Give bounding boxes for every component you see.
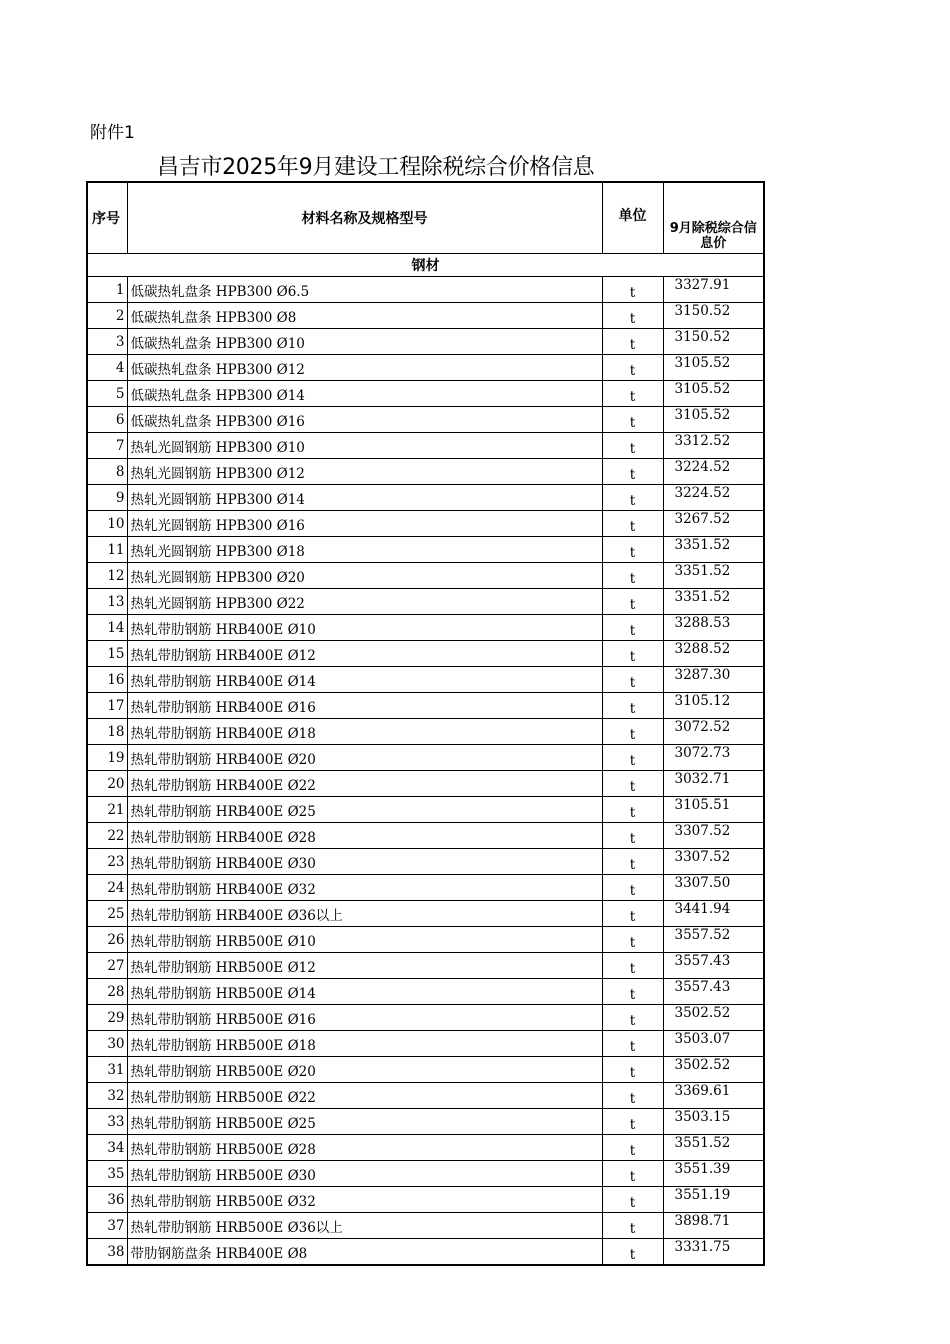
- price-cell: 3312.52: [663, 433, 764, 459]
- price-cell: 3072.73: [663, 745, 764, 771]
- row-number: 13: [87, 589, 127, 615]
- row-number: 30: [87, 1031, 127, 1057]
- row-number: 20: [87, 771, 127, 797]
- attachment-label: 附件1: [90, 123, 135, 143]
- unit-cell: t: [602, 927, 663, 953]
- material-name: 热轧带肋钢筋 HRB500E Ø20: [127, 1057, 602, 1083]
- price-cell: 3557.52: [663, 927, 764, 953]
- unit-cell: t: [602, 1109, 663, 1135]
- row-number: 7: [87, 433, 127, 459]
- table-row: [87, 953, 764, 979]
- table-row: [87, 459, 764, 485]
- table-row: [87, 485, 764, 511]
- row-number: 12: [87, 563, 127, 589]
- price-cell: 3351.52: [663, 589, 764, 615]
- material-name: 热轧带肋钢筋 HRB400E Ø22: [127, 771, 602, 797]
- price-cell: 3369.61: [663, 1083, 764, 1109]
- table-row: [87, 823, 764, 849]
- price-cell: 3105.52: [663, 407, 764, 433]
- row-number: 14: [87, 615, 127, 641]
- table-row: [87, 1213, 764, 1239]
- table-row: [87, 1187, 764, 1213]
- row-number: 34: [87, 1135, 127, 1161]
- table-row: [87, 641, 764, 667]
- material-name: 热轧带肋钢筋 HRB500E Ø22: [127, 1083, 602, 1109]
- price-cell: 3898.71: [663, 1213, 764, 1239]
- row-number: 10: [87, 511, 127, 537]
- price-cell: 3307.52: [663, 823, 764, 849]
- price-cell: 3105.12: [663, 693, 764, 719]
- header-unit: 单位: [602, 182, 663, 254]
- table-row: [87, 1005, 764, 1031]
- unit-cell: t: [602, 901, 663, 927]
- unit-cell: t: [602, 459, 663, 485]
- material-name: 热轧光圆钢筋 HPB300 Ø20: [127, 563, 602, 589]
- unit-cell: t: [602, 745, 663, 771]
- unit-cell: t: [602, 615, 663, 641]
- row-number: 21: [87, 797, 127, 823]
- material-name: 低碳热轧盘条 HPB300 Ø12: [127, 355, 602, 381]
- material-name: 热轧带肋钢筋 HRB500E Ø18: [127, 1031, 602, 1057]
- material-name: 热轧光圆钢筋 HPB300 Ø12: [127, 459, 602, 485]
- material-name: 热轧带肋钢筋 HRB500E Ø36以上: [127, 1213, 602, 1239]
- material-name: 热轧带肋钢筋 HRB400E Ø32: [127, 875, 602, 901]
- unit-cell: t: [602, 537, 663, 563]
- unit-cell: t: [602, 875, 663, 901]
- row-number: 11: [87, 537, 127, 563]
- table-row: [87, 1057, 764, 1083]
- table-row: [87, 875, 764, 901]
- unit-cell: t: [602, 771, 663, 797]
- price-cell: 3503.15: [663, 1109, 764, 1135]
- table-row: [87, 901, 764, 927]
- unit-cell: t: [602, 407, 663, 433]
- table-row: [87, 537, 764, 563]
- row-number: 24: [87, 875, 127, 901]
- unit-cell: t: [602, 433, 663, 459]
- header-name: 材料名称及规格型号: [127, 182, 602, 254]
- material-name: 带肋钢筋盘条 HRB400E Ø8: [127, 1239, 602, 1266]
- material-name: 低碳热轧盘条 HPB300 Ø8: [127, 303, 602, 329]
- material-name: 热轧光圆钢筋 HPB300 Ø14: [127, 485, 602, 511]
- material-name: 热轧带肋钢筋 HRB400E Ø12: [127, 641, 602, 667]
- unit-cell: t: [602, 563, 663, 589]
- price-cell: 3105.52: [663, 355, 764, 381]
- table-row: [87, 693, 764, 719]
- material-name: 热轧带肋钢筋 HRB500E Ø25: [127, 1109, 602, 1135]
- material-name: 热轧光圆钢筋 HPB300 Ø22: [127, 589, 602, 615]
- row-number: 17: [87, 693, 127, 719]
- page-title: 昌吉市2025年9月建设工程除税综合价格信息: [157, 155, 595, 180]
- material-name: 热轧带肋钢筋 HRB500E Ø16: [127, 1005, 602, 1031]
- row-number: 27: [87, 953, 127, 979]
- table-row: [87, 667, 764, 693]
- price-cell: 3288.53: [663, 615, 764, 641]
- price-cell: 3441.94: [663, 901, 764, 927]
- price-cell: 3327.91: [663, 277, 764, 303]
- row-number: 35: [87, 1161, 127, 1187]
- material-name: 低碳热轧盘条 HPB300 Ø10: [127, 329, 602, 355]
- table-row: [87, 719, 764, 745]
- unit-cell: t: [602, 355, 663, 381]
- price-cell: 3551.52: [663, 1135, 764, 1161]
- material-name: 热轧带肋钢筋 HRB400E Ø28: [127, 823, 602, 849]
- unit-cell: t: [602, 823, 663, 849]
- unit-cell: t: [602, 953, 663, 979]
- row-number: 22: [87, 823, 127, 849]
- table-row: [87, 615, 764, 641]
- material-name: 热轧带肋钢筋 HRB500E Ø14: [127, 979, 602, 1005]
- price-cell: 3557.43: [663, 953, 764, 979]
- row-number: 31: [87, 1057, 127, 1083]
- table-row: [87, 927, 764, 953]
- table-row: [87, 329, 764, 355]
- material-name: 热轧带肋钢筋 HRB400E Ø30: [127, 849, 602, 875]
- price-cell: 3351.52: [663, 537, 764, 563]
- row-number: 29: [87, 1005, 127, 1031]
- unit-cell: t: [602, 1187, 663, 1213]
- row-number: 2: [87, 303, 127, 329]
- price-cell: 3150.52: [663, 329, 764, 355]
- price-cell: 3307.50: [663, 875, 764, 901]
- table-row: [87, 303, 764, 329]
- material-name: 热轧带肋钢筋 HRB400E Ø10: [127, 615, 602, 641]
- row-number: 18: [87, 719, 127, 745]
- table-row: [87, 745, 764, 771]
- table-row: [87, 355, 764, 381]
- row-number: 38: [87, 1239, 127, 1266]
- unit-cell: t: [602, 303, 663, 329]
- material-name: 热轧光圆钢筋 HPB300 Ø16: [127, 511, 602, 537]
- unit-cell: t: [602, 485, 663, 511]
- price-cell: 3351.52: [663, 563, 764, 589]
- unit-cell: t: [602, 329, 663, 355]
- unit-cell: t: [602, 1031, 663, 1057]
- header-row: [87, 182, 764, 254]
- material-name: 低碳热轧盘条 HPB300 Ø6.5: [127, 277, 602, 303]
- table-row: [87, 1031, 764, 1057]
- table-row: [87, 1083, 764, 1109]
- material-name: 低碳热轧盘条 HPB300 Ø14: [127, 381, 602, 407]
- price-cell: 3331.75: [663, 1239, 764, 1266]
- price-cell: 3224.52: [663, 459, 764, 485]
- price-cell: 3288.52: [663, 641, 764, 667]
- price-cell: 3502.52: [663, 1057, 764, 1083]
- price-cell: 3287.30: [663, 667, 764, 693]
- unit-cell: t: [602, 641, 663, 667]
- unit-cell: t: [602, 1005, 663, 1031]
- table-row: [87, 1239, 764, 1266]
- table-row: [87, 407, 764, 433]
- price-cell: 3105.52: [663, 381, 764, 407]
- material-name: 热轧带肋钢筋 HRB400E Ø25: [127, 797, 602, 823]
- row-number: 36: [87, 1187, 127, 1213]
- row-number: 26: [87, 927, 127, 953]
- unit-cell: t: [602, 797, 663, 823]
- price-table: [86, 181, 765, 1266]
- unit-cell: t: [602, 589, 663, 615]
- row-number: 9: [87, 485, 127, 511]
- row-number: 1: [87, 277, 127, 303]
- row-number: 25: [87, 901, 127, 927]
- unit-cell: t: [602, 381, 663, 407]
- price-cell: 3105.51: [663, 797, 764, 823]
- row-number: 28: [87, 979, 127, 1005]
- table-row: [87, 1161, 764, 1187]
- section-title: 钢材: [87, 254, 764, 277]
- unit-cell: t: [602, 667, 663, 693]
- row-number: 32: [87, 1083, 127, 1109]
- unit-cell: t: [602, 277, 663, 303]
- header-seq: 序号: [87, 182, 127, 254]
- material-name: 热轧带肋钢筋 HRB500E Ø32: [127, 1187, 602, 1213]
- row-number: 37: [87, 1213, 127, 1239]
- unit-cell: t: [602, 979, 663, 1005]
- material-name: 热轧带肋钢筋 HRB500E Ø10: [127, 927, 602, 953]
- price-cell: 3224.52: [663, 485, 764, 511]
- material-name: 低碳热轧盘条 HPB300 Ø16: [127, 407, 602, 433]
- material-name: 热轧带肋钢筋 HRB500E Ø30: [127, 1161, 602, 1187]
- unit-cell: t: [602, 1083, 663, 1109]
- row-number: 5: [87, 381, 127, 407]
- row-number: 8: [87, 459, 127, 485]
- unit-cell: t: [602, 1161, 663, 1187]
- material-name: 热轧带肋钢筋 HRB500E Ø12: [127, 953, 602, 979]
- table-row: [87, 511, 764, 537]
- unit-cell: t: [602, 719, 663, 745]
- table-row: [87, 849, 764, 875]
- table-row: [87, 979, 764, 1005]
- table-row: [87, 277, 764, 303]
- header-price-label: 9月除税综合信息价: [669, 221, 757, 251]
- table-row: [87, 381, 764, 407]
- table-row: [87, 797, 764, 823]
- material-name: 热轧带肋钢筋 HRB400E Ø14: [127, 667, 602, 693]
- material-name: 热轧光圆钢筋 HPB300 Ø10: [127, 433, 602, 459]
- price-cell: 3072.52: [663, 719, 764, 745]
- unit-cell: t: [602, 849, 663, 875]
- table-row: [87, 771, 764, 797]
- material-name: 热轧带肋钢筋 HRB500E Ø28: [127, 1135, 602, 1161]
- price-cell: 3551.19: [663, 1187, 764, 1213]
- unit-cell: t: [602, 511, 663, 537]
- price-cell: 3551.39: [663, 1161, 764, 1187]
- price-cell: 3150.52: [663, 303, 764, 329]
- material-name: 热轧带肋钢筋 HRB400E Ø20: [127, 745, 602, 771]
- table-row: [87, 589, 764, 615]
- row-number: 15: [87, 641, 127, 667]
- unit-cell: t: [602, 1135, 663, 1161]
- unit-cell: t: [602, 1057, 663, 1083]
- material-name: 热轧带肋钢筋 HRB400E Ø18: [127, 719, 602, 745]
- price-cell: 3307.52: [663, 849, 764, 875]
- price-cell: 3502.52: [663, 1005, 764, 1031]
- material-name: 热轧带肋钢筋 HRB400E Ø16: [127, 693, 602, 719]
- unit-cell: t: [602, 1213, 663, 1239]
- price-cell: 3503.07: [663, 1031, 764, 1057]
- header-price: [663, 182, 764, 254]
- table-row: [87, 1109, 764, 1135]
- table-row: [87, 563, 764, 589]
- price-cell: 3032.71: [663, 771, 764, 797]
- row-number: 33: [87, 1109, 127, 1135]
- material-name: 热轧带肋钢筋 HRB400E Ø36以上: [127, 901, 602, 927]
- unit-cell: t: [602, 693, 663, 719]
- material-name: 热轧光圆钢筋 HPB300 Ø18: [127, 537, 602, 563]
- row-number: 16: [87, 667, 127, 693]
- table-row: [87, 1135, 764, 1161]
- price-cell: 3557.43: [663, 979, 764, 1005]
- price-cell: 3267.52: [663, 511, 764, 537]
- row-number: 19: [87, 745, 127, 771]
- row-number: 23: [87, 849, 127, 875]
- unit-cell: t: [602, 1239, 663, 1266]
- section-row: [87, 254, 764, 277]
- row-number: 3: [87, 329, 127, 355]
- table-row: [87, 433, 764, 459]
- row-number: 6: [87, 407, 127, 433]
- row-number: 4: [87, 355, 127, 381]
